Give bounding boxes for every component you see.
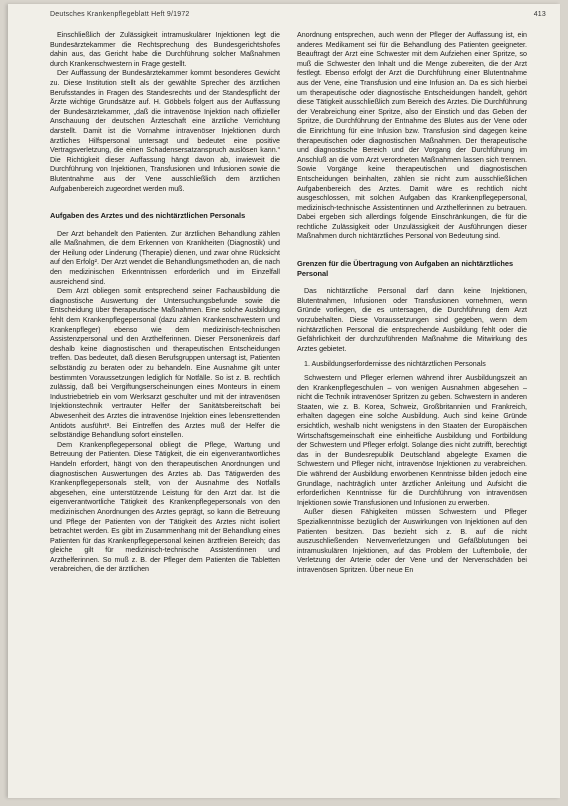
paragraph: Anordnung entsprechen, auch wenn der Pfleger der Auffassung ist, ein anderes Medikament sei für die Behandlung des Patienten geeigneter. Beauftragt der Arzt eine Schwester mit dem Aufziehen einer Spritze, so muß die Schwester den Inhalt und die Menge zubereiten, die der Arzt festlegt. Ebenso erfolgt der Arzt die Durchführung einer Blutentnahme aus der Vene, eine Transfusion und eine Infusion an. Da es sich hierbei um therapeutische oder diagnostische Entscheidungen handelt, gehört diese Tätigkeit ausschließlich zum Bereich des Arztes. Die Durchführung der Verabreichung einer Spritze, also der Einstich und das Geben der Spritze, die Durchführung der Entnahme des Blutes aus der Vene oder die Einrichtung für eine Infusion bzw. Transfusion sind dagegen keine therapeutischen oder diagnostischen Maßnahmen. Der therapeutische und diagnostische Bereich und der Vorgang der Durchführung im Anschluß an die vom Arzt verordneten Maßnahmen lassen sich trennen. Sowie Vorgänge keine therapeutischen und diagnostischen Entscheidungen beinhalten, zählen sie nicht zum ausschließlichen Aufgabenbereich des Arztes. Damit wäre es rechtlich nicht ausgeschlossen, mit solchen Aufgaben das Krankenpflegepersonal, medizinisch-technische Assistentinnen und Arzthelferinnen zu betrauen. Dabei ergeben sich allerdings folgende Einschränkungen, die für die rechtliche Zulässigkeit oder Unzulässigkeit der Ausführungen dieser Maßnahmen durch nichtärztliches Personal von Bedeutung sind. bbox=[297, 31, 527, 241]
running-header bbox=[50, 11, 546, 18]
paragraph: Der Auffassung der Bundesärztekammer kommt besonderes Gewicht zu. Diese Institution stellt als der gewählte Sprecher des ärztlichen Berufsstandes in Fragen des Standesrechts und der Standespflicht der Ärzte wichtige Grundsätze auf. H. Göbbels folgert aus der Auffassung der Bundesärztekammer, „daß die intravenöse Injektion nach offizieller Anschauung der deutschen Ärzteschaft eine ärztliche Verrichtung darstellt. Damit ist die Vornahme intravenöser Injektionen durch ärztliches Hilfspersonal untersagt und bedeutet eine positive Vertragsverletzung, die einen Schadensersatzanspruch auslösen kann.“ Die Richtigkeit dieser Auffassung hängt davon ab, inwieweit die Durchführung von Injektionen, Transfusionen und Infusionen sowie die Blutentnahme aus der Vene ausschließlich dem ärztlichen Aufgabenbereich zugeordnet werden muß. bbox=[50, 69, 280, 193]
paragraph: Der Arzt behandelt den Patienten. Zur ärztlichen Behandlung zählen alle Maßnahmen, die dem Erkennen von Krankheiten (Diagnostik) und der Heilung oder Linderung (Therapie) dienen, und zwar ohne Rücksicht auf den Erfolg². Der Arzt wendet die Behandlungsmethoden an, die nach den medizinischen Erkenntnissen erforderlich und im Einzelfall ausreichend sind. bbox=[50, 229, 280, 286]
section-heading: Grenzen für die Übertragung von Aufgaben an nichtärztliches Personal bbox=[297, 259, 514, 278]
paragraph: Einschließlich der Zulässigkeit intramuskulärer Injektionen legt die Bundesärztekammer die Rechtsprechung des Bundesgerichtshofes dahin aus, das Gericht habe die Durchführung solcher Maßnahmen durch Krankenschwestern in Frage gestellt. bbox=[50, 31, 280, 68]
paragraph: Außer diesen Fähigkeiten müssen Schwestern und Pfleger Spezialkenntnisse bezüglich der Auswirkungen von Injektionen auf den Patienten besitzen. Das bezieht sich z. B. auf die nicht auszuschließenden Nervenverletzungen und Gefäßblutungen bei intramuskulären Injektionen, auf das Problem der Luftembolie, der Verletzung der Arterie oder der Vene und der Nervenschäden bei intravenösen Spritzen. Über neue En bbox=[297, 508, 527, 574]
page-number: 413 bbox=[533, 11, 546, 18]
paragraph: Dem Arzt obliegen somit entsprechend seiner Fachausbildung die diagnostische Auswertung der Untersuchungsbefunde sowie die Entscheidung über therapeutische Maßnahmen. Eine solche Ausbildung fehlt dem Krankenpflegepersonal (dazu zählen Krankenschwestern und Krankenpfleger) ebenso wie dem medizinisch-technischen Assistenzpersonal und den Arzthelferinnen. Dieser Personenkreis darf deshalb keine diagnostischen und therapeutischen Entscheidungen treffen. Das bedeutet, daß diesen Berufsgruppen untersagt ist, Patienten selbständig zu beraten oder zu behandeln. Eine Ausnahme gilt unter bestimmten Voraussetzungen lediglich für Notfälle. So ist z. B. rechtlich zulässig, daß bei Vergiftungserscheinungen eines Monteurs in einem Industriebetrieb ein vom Werksarzt geschulter und mit der intravenösen Injektionstechnik vertrauter Helfer der Sanitätsbereitschaft bei Abwesenheit des Arztes die intravenöse Injektion eines lebensrettenden Antidots ausführt³. Bei Eintreffen des Arztes muß der Helfer die selbständige Behandlung sofort einstellen. bbox=[50, 287, 280, 440]
paragraph: Dem Krankenpflegepersonal obliegt die Pflege, Wartung und Betreuung der Patienten. Diese Tätigkeit, die ein eigenverantwortliches Handeln erfordert, hängt von den therapeutischen Anordnungen und diagnostischen Auswertungen des Arztes ab. Das Tätigwerden des Krankenpflegepersonals stellt, von der Ausnahme des Notfalls abgesehen, eine unterstützende Leistung für den Arzt dar. Ist die eigenverantwortliche Tätigkeit des Krankenpflegepersonals von den medizinischen Anordnungen des Arztes geprägt, so kann die Betreuung und Pflege der Patienten von der Tätigkeit des Arztes nicht isoliert betrachtet werden. Es gibt im Zusammenhang mit der Behandlung eines Patienten für das Krankenpflegepersonal keinen ärztfreien Bereich; das gleiche gilt für medizinisch-technische Assistentinnen und Arzthelferinnen. So muß z. B. der Pfleger dem Patienten die Tabletten verabreichen, die der ärztlichen bbox=[50, 440, 280, 574]
paragraph: Schwestern und Pfleger erlernen während ihrer Ausbildungszeit an den Krankenpflegeschulen – von wenigen Ausnahmen abgesehen – nicht die Technik intravenöser Spritzen zu geben. Schwestern in anderen Staaten, wie z. B. Korea, Schweiz, Großbritannien und Frankreich, erhalten dagegen eine solche Ausbildung. Auch sind keine Gründe ersichtlich, weshalb nicht wenigstens in den Staaten der Europäischen Wirtschaftsgemeinschaft eine einheitliche Ausbildung und Fortbildung der Schwestern und Pfleger erfolgt. Solange dies nicht zutrifft, berechtigt das in der Bundesrepublik Deutschland abgelegte Examen die Schwestern und Pfleger nicht, intravenöse Injektionen zu verabreichen. Die während der Ausbildung erworbenen Kenntnisse bilden jedoch eine Grundlage, nachträglich unter ärztlicher Anleitung und Aufsicht die erforderlichen Kenntnisse für die Durchführung von intravenösen Injektionen sowie Transfusionen und Infusionen zu erwerben. bbox=[297, 374, 527, 507]
right-column bbox=[297, 31, 527, 791]
document-page bbox=[8, 4, 560, 798]
subsection-heading: 1. Ausbildungserfordernisse des nichtärztlichen Personals bbox=[304, 360, 486, 369]
paragraph: Das nichtärztliche Personal darf dann keine Injektionen, Blutentnahmen, Infusionen oder Transfusionen vornehmen, wenn Gründe vorliegen, die es untersagen, die Durchführung dem Arzt vorzubehalten. Diese Voraussetzungen sind gegeben, wenn dem nichtärztlichen Personal die entsprechende Ausbildung fehlt oder die Gefährlichkeit der durchzuführenden Maßnahme die Mitwirkung des Arztes gebietet. bbox=[297, 287, 527, 353]
section-heading: Aufgaben des Arztes und des nichtärztlichen Personals bbox=[50, 211, 246, 221]
left-column bbox=[50, 31, 280, 791]
journal-title: Deutsches Krankenpflegeblatt Heft 9/1972 bbox=[50, 11, 190, 18]
